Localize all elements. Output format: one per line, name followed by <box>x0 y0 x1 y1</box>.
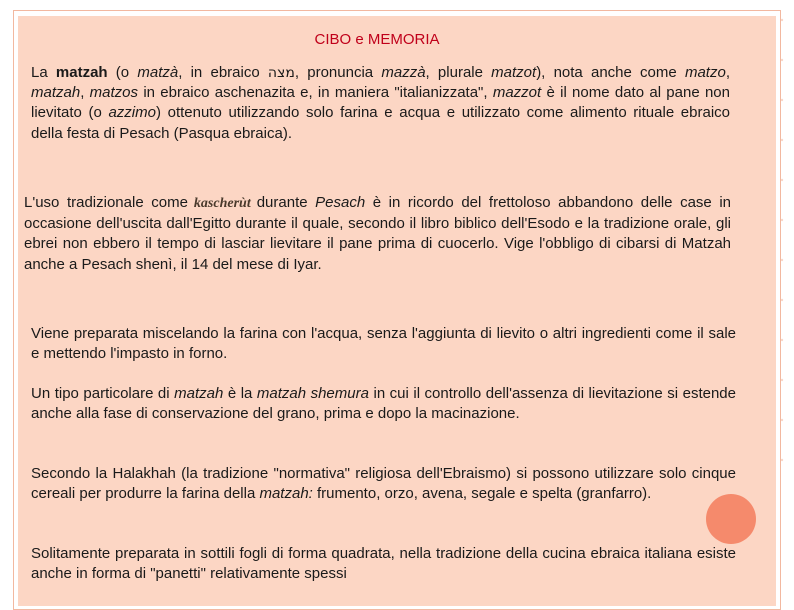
paragraph-matzah-shemura: Un tipo particolare di matzah è la matzah shemura in cui il controllo dell'assenza di lievitazione si estende anche alla fase di conservazione del grano, prima e dopo la macinazione. <box>31 385 736 423</box>
paragraph-matzah-definition: La matzah (o matzà, in ebraico מצה, pronuncia mazzà, plurale matzot), nota anche come matzo, matzah, matzos in ebraico aschenazita e, in maniera "italianizzata", mazzot è il nome dato al pane non lievitato (o azzimo) ottenuto utilizzando solo farina e acqua e utilizzato come alimento rituale ebraico della festa di Pesach (Pasqua ebraica). <box>31 64 730 142</box>
hebrew-word: מצה <box>267 65 295 81</box>
term-matzah: matzah <box>55 64 108 81</box>
paragraph-pesach-tradition: L'uso tradizionale come kascherùt durante Pesach è in ricordo del frettoloso abbandono delle case in occasione dell'uscita dall'Egitto durante il quale, secondo il libro biblico dell'Esodo e la tradizione orale, gli ebrei non ebbero il tempo di lasciar lievitare il pane prima di cuocerlo. Vige l'obbligo di cibarsi di Matzah anche a Pesach shenì, il 14 del mese di Iyar. <box>24 194 731 273</box>
kascherut-word: kascherùt <box>193 196 251 211</box>
decorative-circle <box>706 494 756 544</box>
title-text: CIBO e MEMORIA <box>314 31 440 48</box>
paragraph-shape: Solitamente preparata in sottili fogli di forma quadrata, nella tradizione della cucina ebraica italiana esiste anche in forma di "panetti" relativamente spessi <box>31 545 736 583</box>
paragraph-halakhah-cereals: Secondo la Halakhah (la tradizione "normativa" religiosa dell'Ebraismo) si possono utilizzare solo cinque cereali per produrre la farina della matzah: frumento, orzo, avena, segale e spelta (granfarro). <box>31 465 736 503</box>
paragraph-preparation: Viene preparata miscelando la farina con l'acqua, senza l'aggiunta di lievito o altri ingredienti come il sale e mettendo l'impasto in forno. <box>31 325 736 363</box>
slide-title <box>0 31 794 48</box>
